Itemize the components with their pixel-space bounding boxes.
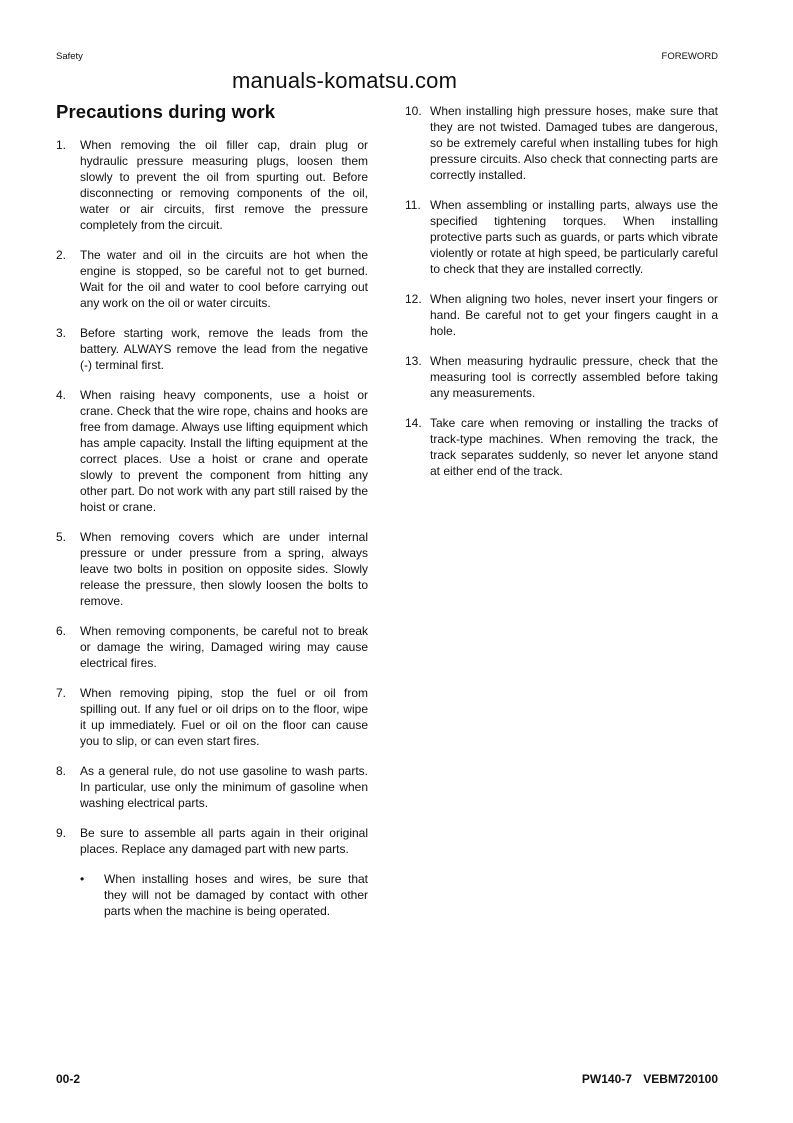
list-item xyxy=(56,247,368,311)
item-text: When raising heavy components, use a hoist or crane. Check that the wire rope, chains and hooks are free from damage. Always use lifting equipment which has ample capacity. Install the lifting equipment at the correct places. Use a hoist or crane and operate slowly to prevent the component from hitting any other part. Do not work with any part still raised by the hoist or crane. xyxy=(80,388,368,514)
item-text: As a general rule, do not use gasoline to wash parts. In particular, use only the minimum of gasoline when washing electrical parts. xyxy=(80,764,368,810)
item-number: 6. xyxy=(56,624,67,638)
item-text: Be sure to assemble all parts again in their original places. Replace any damaged part with new parts. xyxy=(80,826,368,856)
sub-bullet-item xyxy=(80,871,368,919)
item-text: When aligning two holes, never insert your fingers or hand. Be careful not to get your fingers caught in a hole. xyxy=(430,292,718,338)
item-text: When removing the oil filler cap, drain plug or hydraulic pressure measuring plugs, loosen them slowly to prevent the oil from spurting out. Before disconnecting or removing components of the oil, water or air circuits, first remove the pressure completely from the circuit. xyxy=(80,138,368,232)
item-text: The water and oil in the circuits are hot when the engine is stopped, so be careful not to get burned. Wait for the oil and water to cool before carrying out any work on the oil or water circuits. xyxy=(80,248,368,310)
sub-bullet-text: When installing hoses and wires, be sure that they will not be damaged by contact with other parts when the machine is being operated. xyxy=(104,872,368,918)
list-item xyxy=(56,623,368,671)
item-number: 11. xyxy=(405,198,421,212)
item-text: Before starting work, remove the leads from the battery. ALWAYS remove the lead from the negative (-) terminal first. xyxy=(80,326,368,372)
item-text: When removing components, be careful not to break or damage the wiring, Damaged wiring may cause electrical fires. xyxy=(80,624,368,670)
item-number: 5. xyxy=(56,530,67,544)
list-item xyxy=(56,137,368,233)
list-item xyxy=(56,387,368,515)
list-item xyxy=(56,529,368,609)
item-number: 10. xyxy=(405,104,422,118)
item-text: When removing covers which are under internal pressure or under pressure from a spring, always leave two bolts in position on opposite sides. Slowly release the pressure, then slowly loosen the bolts to remove. xyxy=(80,530,368,608)
item-text: When measuring hydraulic pressure, check that the measuring tool is correctly assembled before taking any measurements. xyxy=(430,354,718,400)
list-item xyxy=(56,325,368,373)
item-number: 4. xyxy=(56,388,67,402)
item-number: 1. xyxy=(56,138,67,152)
footer-document-id: PW140-7 VEBM720100 xyxy=(581,1072,718,1086)
list-item xyxy=(405,353,718,401)
item-number: 2. xyxy=(56,248,67,262)
list-item xyxy=(405,103,718,183)
item-text: When installing high pressure hoses, make sure that they are not twisted. Damaged tubes are dangerous, so be extremely careful when installing tubes for high pressure circuits. Also check that connecting parts are correctly installed. xyxy=(430,104,718,182)
item-number: 9. xyxy=(56,826,67,840)
watermark: manuals-komatsu.com xyxy=(232,68,458,93)
right-column xyxy=(405,103,718,493)
item-number: 14. xyxy=(405,416,422,430)
list-item xyxy=(56,825,368,919)
item-text: When assembling or installing parts, always use the specified tightening torques. When installing protective parts such as guards, or parts which vibrate violently or rotate at high speed, be particularly careful to check that they are installed correctly. xyxy=(430,198,718,276)
item-number: 8. xyxy=(56,764,67,778)
list-item xyxy=(56,685,368,749)
left-column xyxy=(56,137,368,933)
list-item xyxy=(405,415,718,479)
item-text: Take care when removing or installing the tracks of track-type machines. When removing the track, the track separates suddenly, so never let anyone stand at either end of the track. xyxy=(430,416,718,478)
item-number: 7. xyxy=(56,686,67,700)
list-item xyxy=(405,197,718,277)
header-chapter: FOREWORD xyxy=(661,51,718,62)
list-item xyxy=(405,291,718,339)
item-text: When removing piping, stop the fuel or oil from spilling out. If any fuel or oil drips on to the floor, wipe it up immediately. Fuel or oil on the floor can cause you to slip, or can even start fires. xyxy=(80,686,368,748)
list-item xyxy=(56,763,368,811)
header-section: Safety xyxy=(56,51,83,62)
item-number: 3. xyxy=(56,326,67,340)
page-title: Precautions during work xyxy=(56,101,276,122)
bullet-icon: • xyxy=(80,872,85,886)
footer-page-number: 00-2 xyxy=(56,1072,81,1086)
item-number: 13. xyxy=(405,354,422,368)
item-number: 12. xyxy=(405,292,422,306)
